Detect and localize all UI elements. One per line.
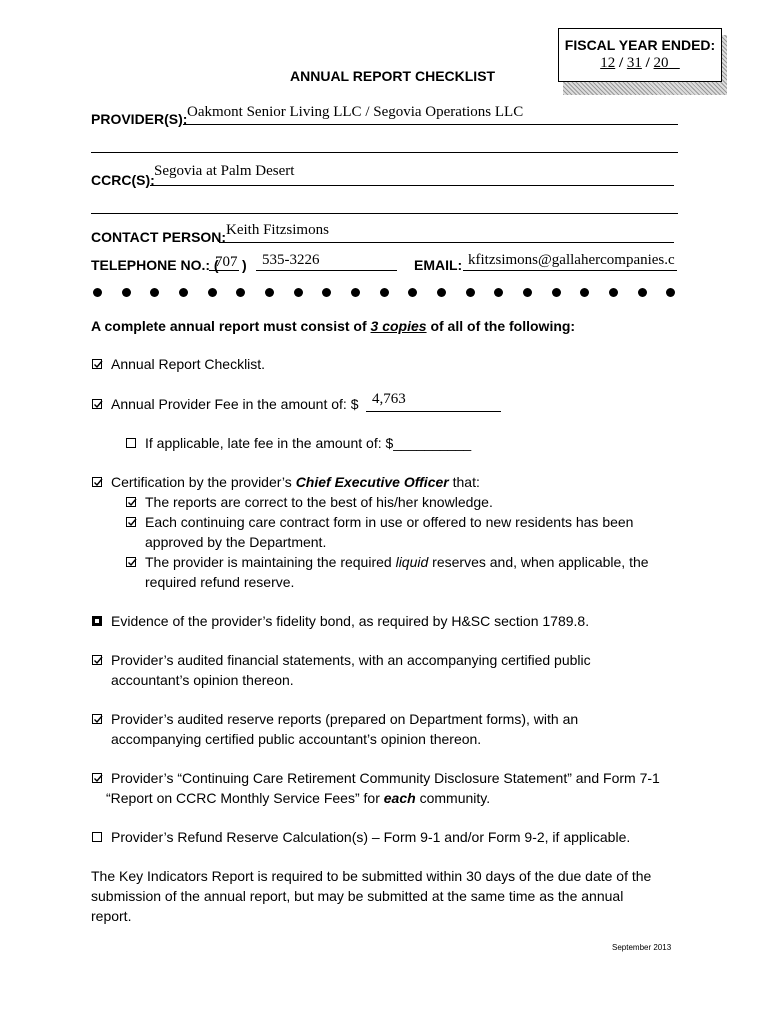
fiscal-year-label: FISCAL YEAR ENDED: xyxy=(564,37,716,53)
reserve-reports-label-1: Provider’s audited reserve reports (prepared on Department forms), with an xyxy=(111,711,579,727)
providers-field[interactable]: Oakmont Senior Living LLC / Segovia Operations LLC xyxy=(187,104,524,120)
ccrcs-underline-2 xyxy=(91,213,678,214)
certification-checkbox[interactable] xyxy=(92,477,102,487)
telephone-close-paren: ) xyxy=(242,257,247,273)
certification-label: Certification by the provider’s Chief Executive Officer that: xyxy=(111,474,480,490)
fidelity-bond-label: Evidence of the provider’s fidelity bond, as required by H&SC section 1789.8. xyxy=(111,613,590,629)
checklist-checkbox[interactable] xyxy=(92,359,102,369)
separator-dot xyxy=(609,288,618,297)
key-indicators-line-1: The Key Indicators Report is required to be submitted within 30 days of the due date of the xyxy=(91,868,652,884)
separator-dot xyxy=(580,288,589,297)
cert-reserves-label-2: required refund reserve. xyxy=(145,574,295,590)
separator-dot xyxy=(380,288,389,297)
cert-reserves-label-1: The provider is maintaining the required liquid reserves and, when applicable, the xyxy=(145,554,649,570)
separator-dot xyxy=(666,288,675,297)
area-code-field[interactable]: 707 xyxy=(215,254,238,270)
late-fee-label: If applicable, late fee in the amount of: $__________ xyxy=(145,435,472,451)
cert-approved-checkbox[interactable] xyxy=(126,517,136,527)
separator-dot xyxy=(294,288,303,297)
late-fee-checkbox[interactable] xyxy=(126,438,136,448)
cert-correct-checkbox[interactable] xyxy=(126,497,136,507)
fiscal-year-box xyxy=(558,28,722,82)
financial-statements-label-1: Provider’s audited financial statements, with an accompanying certified public xyxy=(111,652,591,668)
separator-dot xyxy=(351,288,360,297)
telephone-label: TELEPHONE NO.: ( xyxy=(91,257,219,273)
fiscal-year-sep-1: / xyxy=(618,55,624,71)
refund-reserve-checkbox[interactable] xyxy=(92,832,102,842)
separator-dot xyxy=(523,288,532,297)
disclosure-statement-label-1: Provider’s “Continuing Care Retirement Community Disclosure Statement” and Form 7-1 xyxy=(111,770,660,786)
reserve-reports-checkbox[interactable] xyxy=(92,714,102,724)
separator-dot xyxy=(322,288,331,297)
key-indicators-line-2: submission of the annual report, but may be submitted at the same time as the annual xyxy=(91,888,624,904)
fiscal-year-year[interactable]: 20 xyxy=(653,55,669,71)
separator-dot xyxy=(466,288,475,297)
refund-reserve-label: Provider’s Refund Reserve Calculation(s) – Form 9-1 and/or Form 9-2, if applicable. xyxy=(111,829,631,845)
cert-approved-label-1: Each continuing care contract form in use or offered to new residents has been xyxy=(145,514,634,530)
fiscal-year-date[interactable] xyxy=(559,55,721,72)
fiscal-year-month[interactable]: 12 xyxy=(600,55,616,71)
disclosure-statement-checkbox[interactable] xyxy=(92,773,102,783)
provider-fee-field[interactable]: 4,763 xyxy=(372,391,406,407)
fidelity-bond-checkbox[interactable] xyxy=(92,616,102,626)
contact-label: CONTACT PERSON: xyxy=(91,229,227,245)
intro-text: A complete annual report must consist of 3 copies of all of the following: xyxy=(91,318,576,334)
ccrcs-label: CCRC(S): xyxy=(91,172,155,188)
reserve-reports-label-2: accompanying certified public accountant’s opinion thereon. xyxy=(111,731,482,747)
contact-underline xyxy=(219,242,674,243)
separator-dot xyxy=(494,288,503,297)
disclosure-statement-label-2: “Report on CCRC Monthly Service Fees” for each community. xyxy=(106,790,491,806)
fiscal-year-day[interactable]: 31 xyxy=(626,55,642,71)
separator-dot xyxy=(208,288,217,297)
financial-statements-label-2: accountant’s opinion thereon. xyxy=(111,672,294,688)
fiscal-year-sep-2: / xyxy=(645,55,650,71)
email-underline xyxy=(463,270,677,271)
providers-underline-2 xyxy=(91,152,678,153)
page-title: ANNUAL REPORT CHECKLIST xyxy=(290,68,496,84)
cert-correct-label: The reports are correct to the best of his/her knowledge. xyxy=(145,494,493,510)
providers-underline xyxy=(183,124,678,125)
provider-fee-checkbox[interactable] xyxy=(92,399,102,409)
separator-dot xyxy=(150,288,159,297)
financial-statements-checkbox[interactable] xyxy=(92,655,102,665)
email-field[interactable]: kfitzsimons@gallahercompanies.c xyxy=(468,252,675,268)
separator-dot xyxy=(179,288,188,297)
separator-dot xyxy=(93,288,102,297)
cert-reserves-checkbox[interactable] xyxy=(126,557,136,567)
telephone-field[interactable]: 535-3226 xyxy=(262,252,320,268)
separator-dot xyxy=(638,288,647,297)
ccrcs-underline xyxy=(150,185,674,186)
separator-dot xyxy=(552,288,561,297)
telephone-underline xyxy=(256,270,397,271)
key-indicators-line-3: report. xyxy=(91,908,132,924)
separator-dot xyxy=(408,288,417,297)
separator-dot xyxy=(437,288,446,297)
footer-date: September 2013 xyxy=(612,943,672,952)
contact-field[interactable]: Keith Fitzsimons xyxy=(226,222,329,238)
provider-fee-label: Annual Provider Fee in the amount of: $ xyxy=(111,396,359,412)
separator-dot xyxy=(122,288,131,297)
checklist-item-label: Annual Report Checklist. xyxy=(111,356,266,372)
providers-label: PROVIDER(S): xyxy=(91,111,188,127)
ccrcs-field[interactable]: Segovia at Palm Desert xyxy=(154,163,295,179)
email-label: EMAIL: xyxy=(414,257,463,273)
provider-fee-underline xyxy=(366,411,501,412)
separator-dot xyxy=(265,288,274,297)
separator-dot xyxy=(236,288,245,297)
cert-approved-label-2: approved by the Department. xyxy=(145,534,327,550)
